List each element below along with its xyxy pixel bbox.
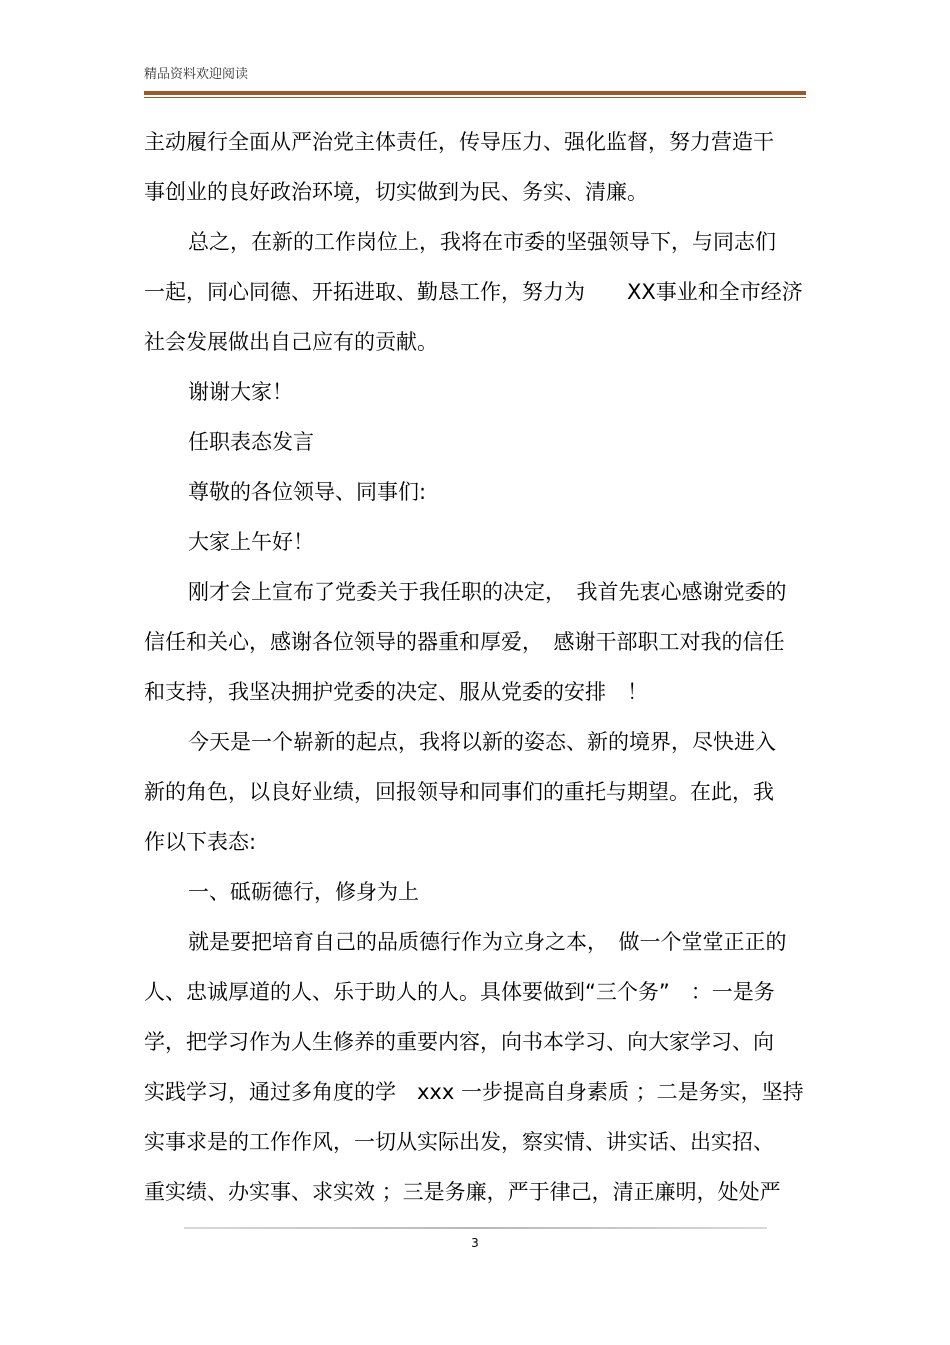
page-number: 3 xyxy=(471,1236,479,1250)
text-line: 主动履行全面从严治党主体责任，传导压力、强化监督，努力营造干 xyxy=(144,130,774,154)
text-line: 学，把学习作为人生修养的重要内容，向书本学习、向大家学习、向 xyxy=(144,1030,774,1054)
text-line: 实事求是的工作作风，一切从实际出发，察实情、讲实话、出实招、 xyxy=(144,1130,774,1154)
text-line: 事创业的良好政治环境，切实做到为民、务实、清廉。 xyxy=(144,180,648,204)
text-line: 总之，在新的工作岗位上，我将在市委的坚强领导下，与同志们 xyxy=(188,230,776,254)
text-line: 信任和关心，感谢各位领导的器重和厚爱， 感谢干部职工对我的信任 xyxy=(144,630,785,654)
text-line: 就是要把培育自己的品质德行作为立身之本， 做一个堂堂正正的 xyxy=(188,930,787,954)
header-rule-thin xyxy=(144,97,806,98)
text-line: 任职表态发言 xyxy=(188,430,314,454)
text-line: 重实绩、办实事、求实效 ；三是务廉，严于律己，清正廉明，处处严 xyxy=(144,1180,781,1204)
text-line: 尊敬的各位领导、同事们: xyxy=(188,480,427,504)
text-line: 人、忠诚厚道的人、乐于助人的人。具体要做到“三个务” ：一是务 xyxy=(144,980,775,1004)
text-line: 社会发展做出自己应有的贡献。 xyxy=(144,330,438,354)
document-body xyxy=(144,123,812,1223)
text-line: 谢谢大家！ xyxy=(188,380,293,404)
text-line: 作以下表态: xyxy=(144,830,257,854)
text-line: 一起，同心同德、开拓进取、勤恳工作，努力为 XX事业和全市经济 xyxy=(144,280,803,304)
text-line: 大家上午好！ xyxy=(188,530,314,554)
text-line: 一、砥砺德行，修身为上 xyxy=(188,880,419,904)
text-line: 实践学习，通过多角度的学 xxx 一步提高自身素质 ；二是务实，坚持 xyxy=(144,1080,804,1104)
footer-rule xyxy=(184,1227,767,1229)
text-line: 今天是一个崭新的起点，我将以新的姿态、新的境界，尽快进入 xyxy=(188,730,776,754)
header-rule-thick xyxy=(144,91,806,95)
text-line: 新的角色，以良好业绩，回报领导和同事们的重托与期望。在此，我 xyxy=(144,780,774,804)
text-line: 和支持，我坚决拥护党委的决定、服从党委的安排 ！ xyxy=(144,680,648,704)
header-text: 精品资料欢迎阅读 xyxy=(144,67,249,82)
text-line: 刚才会上宣布了党委关于我任职的决定， 我首先衷心感谢党委的 xyxy=(188,580,787,604)
